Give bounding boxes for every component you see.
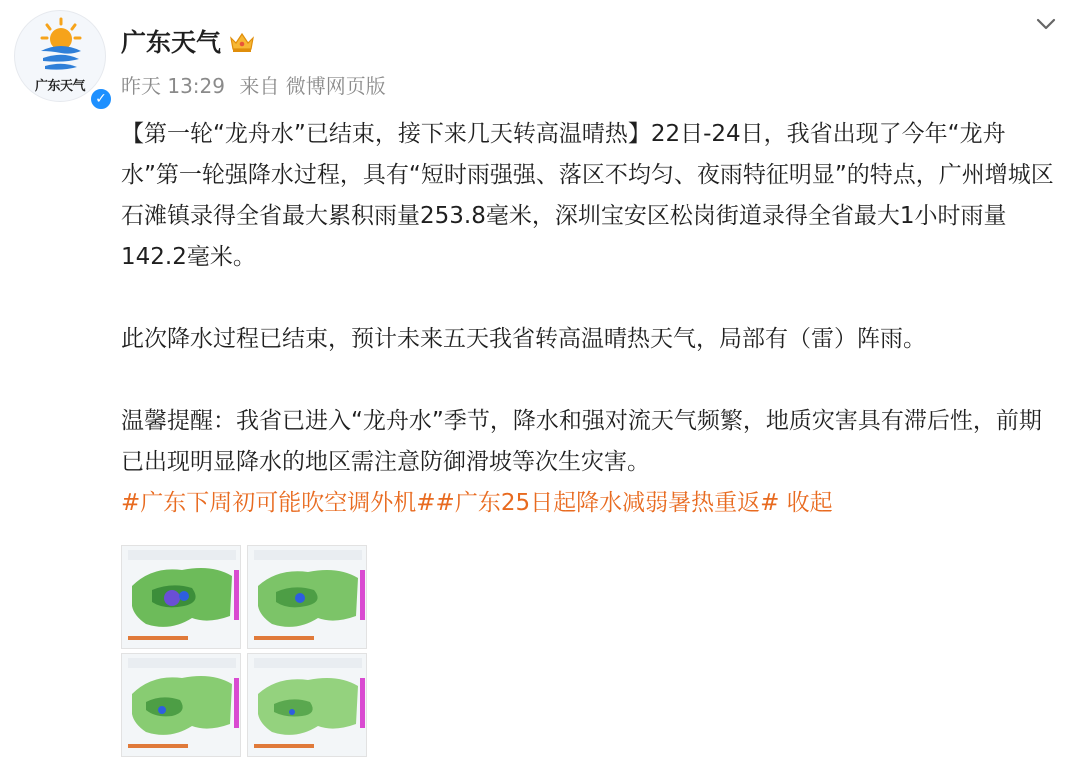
account-name-row [121, 23, 255, 59]
avatar-label: 广东天气 [34, 79, 85, 94]
rainfall-map-thumbnail[interactable] [121, 653, 241, 757]
avatar[interactable] [14, 10, 107, 107]
post-meta [121, 70, 394, 99]
post-paragraph: 温馨提醒：我省已进入“龙舟水”季节，降水和强对流天气频繁，地质灾害具有滞后性，前期已出现明显降水的地区需注意防御滑坡等次生灾害。 [121, 408, 1042, 475]
hashtag-link[interactable]: #广东下周初可能吹空调外机# [121, 490, 436, 516]
hashtag-row [121, 483, 1061, 524]
rainfall-map-thumbnail[interactable] [247, 545, 367, 649]
verified-icon: ✓ [88, 86, 114, 112]
account-name[interactable]: 广东天气 [121, 28, 222, 57]
collapse-link[interactable]: 收起 [786, 490, 833, 516]
post-paragraph: 【第一轮“龙舟水”已结束，接下来几天转高温晴热】22日-24日，我省出现了今年“龙舟水”第一轮强降水过程，具有“短时雨强强、落区不均匀、夜雨特征明显”的特点，广州增城区石滩镇录得全省最大累积雨量253.8毫米，深圳宝安区松岗街道录得全省最大1小时雨量142.2毫米。 [121, 121, 1054, 270]
rainfall-map-thumbnail[interactable] [121, 545, 241, 649]
hashtag-link[interactable]: #广东25日起降水减弱暑热重返# [435, 490, 780, 516]
paragraph-spacer [121, 278, 1061, 319]
image-grid [121, 545, 367, 763]
chevron-down-icon[interactable] [1034, 12, 1058, 36]
post-source: 来自 微博网页版 [239, 74, 386, 98]
rainfall-map-thumbnail[interactable] [247, 653, 367, 757]
post-time[interactable]: 昨天 13:29 [121, 74, 225, 98]
post-body [121, 114, 1061, 524]
paragraph-spacer [121, 360, 1061, 401]
post-paragraph: 此次降水过程已结束，预计未来五天我省转高温晴热天气，局部有（雷）阵雨。 [121, 326, 926, 352]
crown-icon [229, 30, 255, 52]
